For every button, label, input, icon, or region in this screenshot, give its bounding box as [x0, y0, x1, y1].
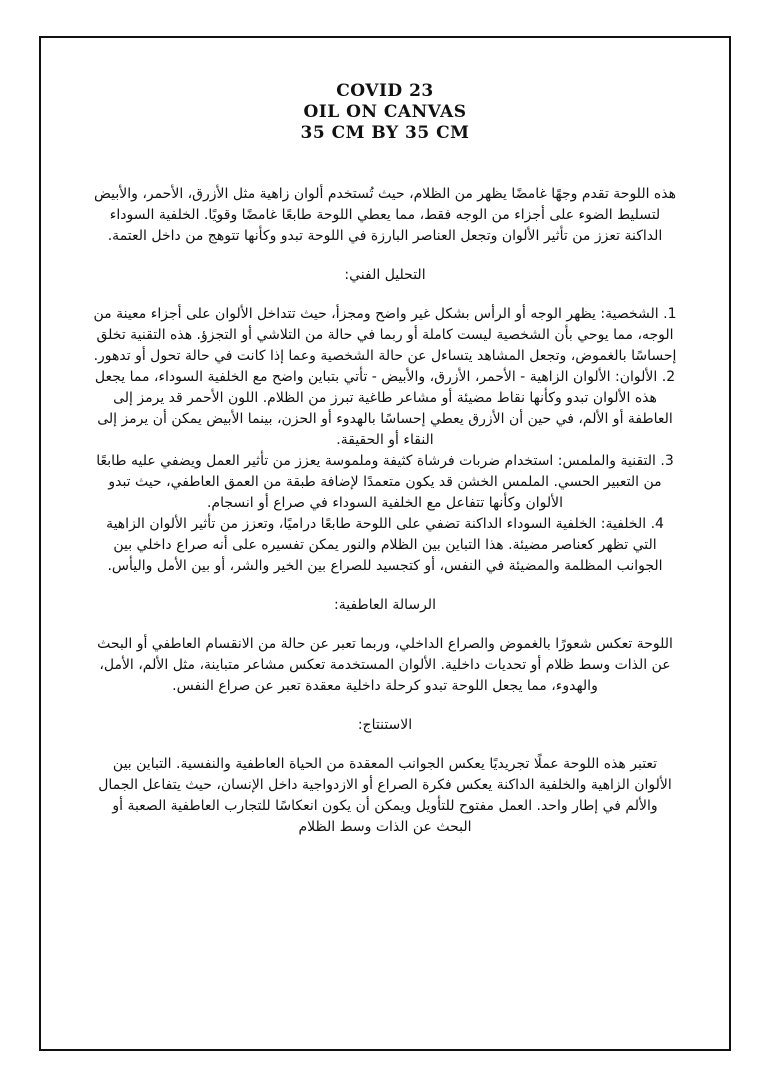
- emotional-heading: الرسالة العاطفية:: [334, 597, 436, 613]
- intro-paragraph: هذه اللوحة تقدم وجهًا غامضًا يظهر من الظلام، حيث تُستخدم ألوان زاهية مثل الأزرق، الأحمر، والأبيض لتسليط الضوء على أجزاء من الوجه فقط، مما يعطي اللوحة طابعًا غامضًا وقويًا. الخلفية السوداء الداكنة تعزز من تأثير الألوان وتجعل العناصر البارزة في اللوحة تبدو وكأنها تتوهج من داخل العتمة.: [93, 186, 676, 244]
- analysis-item-technique: 3. التقنية والملمس: استخدام ضربات فرشاة كثيفة وملموسة يعزز من تأثير العمل ويضفي عليه طابعًا من التعبير الحسي. الملمس الخشن قد يكون متعمدًا لإضافة طبقة من العمق العاطفي، حيث تبدو الألوان وكأنها تتفاعل مع الخلفية السوداء في صراع أو انسجام.: [96, 453, 674, 511]
- analysis-item-character: 1. الشخصية: يظهر الوجه أو الرأس بشكل غير واضح ومجزأ، حيث تتداخل الألوان على أجزاء معينة من الوجه، مما يوحي بأن الشخصية ليست كاملة أو ربما في حالة من التلاشي أو التجزؤ. هذه التقنية تخلق إحساسًا بالغموض، وتجعل المشاهد يتساءل عن حالة الشخصية وعما إذا كانت في حالة تحول أو تدهور.: [93, 306, 677, 364]
- title-line-dimensions: 35 CM BY 35 CM: [300, 123, 470, 143]
- analysis-heading: التحليل الفني:: [344, 267, 426, 283]
- title-line-medium: OIL ON CANVAS: [303, 102, 467, 122]
- conclusion-paragraph: تعتبر هذه اللوحة عملًا تجريديًا يعكس الجوانب المعقدة من الحياة العاطفية والنفسية. التباين بين الألوان الزاهية والخلفية الداكنة يعكس فكرة الصراع أو الازدواجية داخل الإنسان، حيث يتفاعل الجمال والألم في إطار واحد. العمل مفتوح للتأويل ويمكن أن يكون انعكاسًا للتجارب العاطفية الصعبة أو البحث عن الذات وسط الظلام: [98, 756, 672, 835]
- document-body: [93, 184, 677, 838]
- title-line-name: COVID 23: [336, 81, 434, 101]
- page-border: [39, 36, 731, 1051]
- artwork-title: [41, 81, 729, 144]
- analysis-item-background: 4. الخلفية: الخلفية السوداء الداكنة تضفي على اللوحة طابعًا دراميًا، وتعزز من تأثير الألوان الزاهية التي تظهر كعناصر مضيئة. هذا التباين بين الظلام والنور يمكن تفسيره على أنه صراع داخلي بين الجوانب المظلمة والمضيئة في النفس، أو كتجسيد للصراع بين الخير والشر، أو بين الأمل واليأس.: [106, 516, 664, 574]
- conclusion-heading: الاستنتاج:: [357, 717, 413, 733]
- emotional-paragraph: اللوحة تعكس شعورًا بالغموض والصراع الداخلي، وربما تعبر عن حالة من الانقسام العاطفي أو البحث عن الذات وسط ظلام أو تحديات داخلية. الألوان المستخدمة تعكس مشاعر متباينة، مثل الألم، الأمل، والهدوء، مما يجعل اللوحة تبدو كرحلة داخلية معقدة تعبر عن صراع النفس.: [97, 636, 673, 694]
- analysis-item-colors: 2. الألوان: الألوان الزاهية - الأحمر، الأزرق، والأبيض - تأتي بتباين واضح مع الخلفية السوداء، مما يجعل هذه الألوان تبدو وكأنها نقاط مضيئة أو مشاعر طاغية تبرز من الظلام. اللون الأحمر قد يرمز إلى العاطفة أو الألم، في حين أن الأزرق يعطي إحساسًا بالهدوء أو الحزن، بينما الأبيض يمكن أن يرمز إلى النقاء أو الحقيقة.: [94, 369, 676, 448]
